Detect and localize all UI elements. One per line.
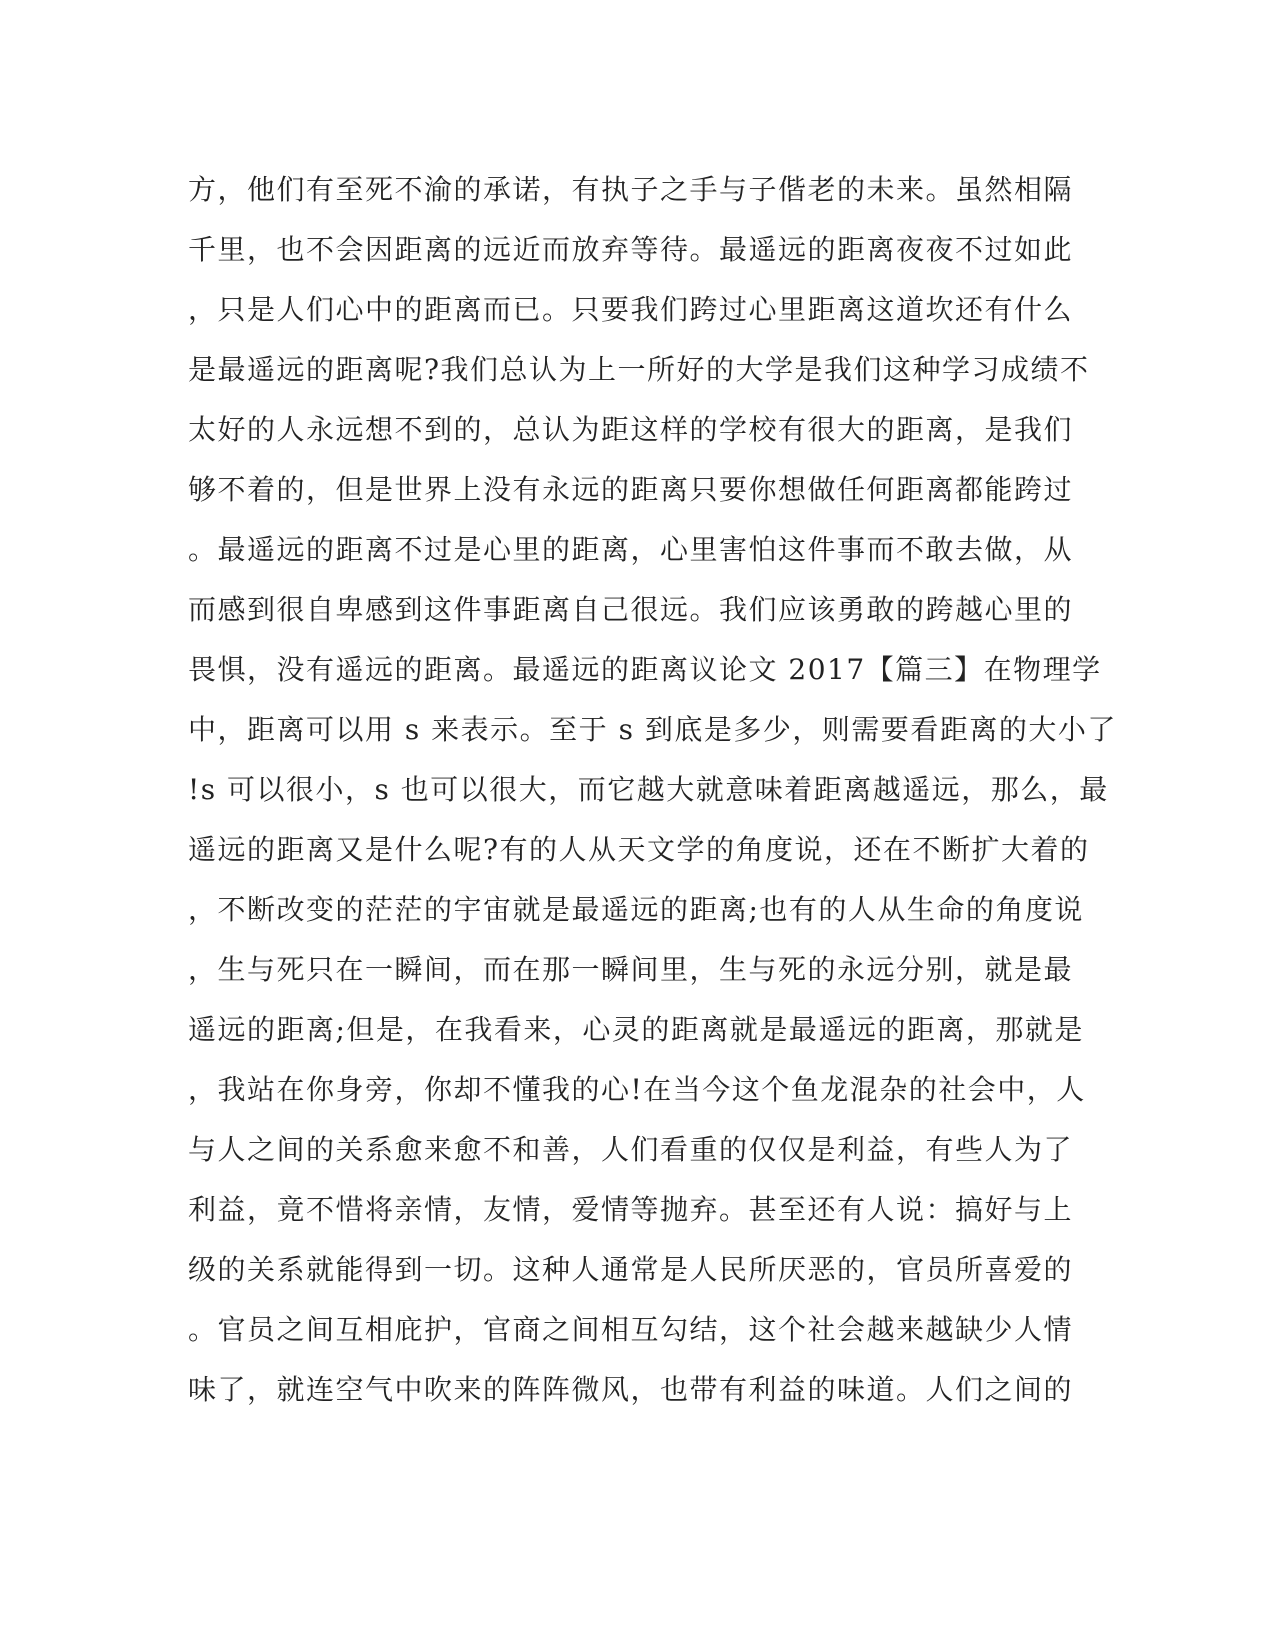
text-line: 级的关系就能得到一切。这种人通常是人民所厌恶的，官员所喜爱的 — [188, 1253, 1074, 1286]
text-line: 与人之间的关系愈来愈不和善，人们看重的仅仅是利益，有些人为了 — [188, 1133, 1074, 1166]
text-line: 中，距离可以用 s 来表示。至于 s 到底是多少，则需要看距离的大小了 — [188, 713, 1117, 746]
body-text — [188, 160, 1117, 1420]
text-line: 方，他们有至死不渝的承诺，有执子之手与子偕老的未来。虽然相隔 — [188, 173, 1074, 206]
text-line: !s 可以很小，s 也可以很大，而它越大就意味着距离越遥远，那么，最 — [188, 773, 1109, 806]
text-line: 遥远的距离又是什么呢?有的人从天文学的角度说，还在不断扩大着的 — [188, 833, 1090, 866]
text-line: ，只是人们心中的距离而已。只要我们跨过心里距离这道坎还有什么 — [188, 293, 1074, 326]
text-line: ，生与死只在一瞬间，而在那一瞬间里，生与死的永远分别，就是最 — [188, 953, 1074, 986]
text-line: 遥远的距离;但是，在我看来，心灵的距离就是最遥远的距离，那就是 — [188, 1013, 1084, 1046]
text-line: 是最遥远的距离呢?我们总认为上一所好的大学是我们这种学习成绩不 — [188, 353, 1090, 386]
text-line: 太好的人永远想不到的，总认为距这样的学校有很大的距离，是我们 — [188, 413, 1074, 446]
text-line: 味了，就连空气中吹来的阵阵微风，也带有利益的味道。人们之间的 — [188, 1373, 1074, 1406]
text-line: ，不断改变的茫茫的宇宙就是最遥远的距离;也有的人从生命的角度说 — [188, 893, 1084, 926]
text-line: 够不着的，但是世界上没有永远的距离只要你想做任何距离都能跨过 — [188, 473, 1074, 506]
text-line: 畏惧，没有遥远的距离。最遥远的距离议论文 2017【篇三】在物理学 — [188, 653, 1102, 686]
text-line: ，我站在你身旁，你却不懂我的心!在当今这个鱼龙混杂的社会中，人 — [188, 1073, 1086, 1106]
text-line: 。最遥远的距离不过是心里的距离，心里害怕这件事而不敢去做，从 — [188, 533, 1074, 566]
text-line: 利益，竟不惜将亲情，友情，爱情等抛弃。甚至还有人说：搞好与上 — [188, 1193, 1074, 1226]
text-line: 。官员之间互相庇护，官商之间相互勾结，这个社会越来越缺少人情 — [188, 1313, 1074, 1346]
text-line: 千里，也不会因距离的远近而放弃等待。最遥远的距离夜夜不过如此 — [188, 233, 1074, 266]
text-line: 而感到很自卑感到这件事距离自己很远。我们应该勇敢的跨越心里的 — [188, 593, 1074, 626]
